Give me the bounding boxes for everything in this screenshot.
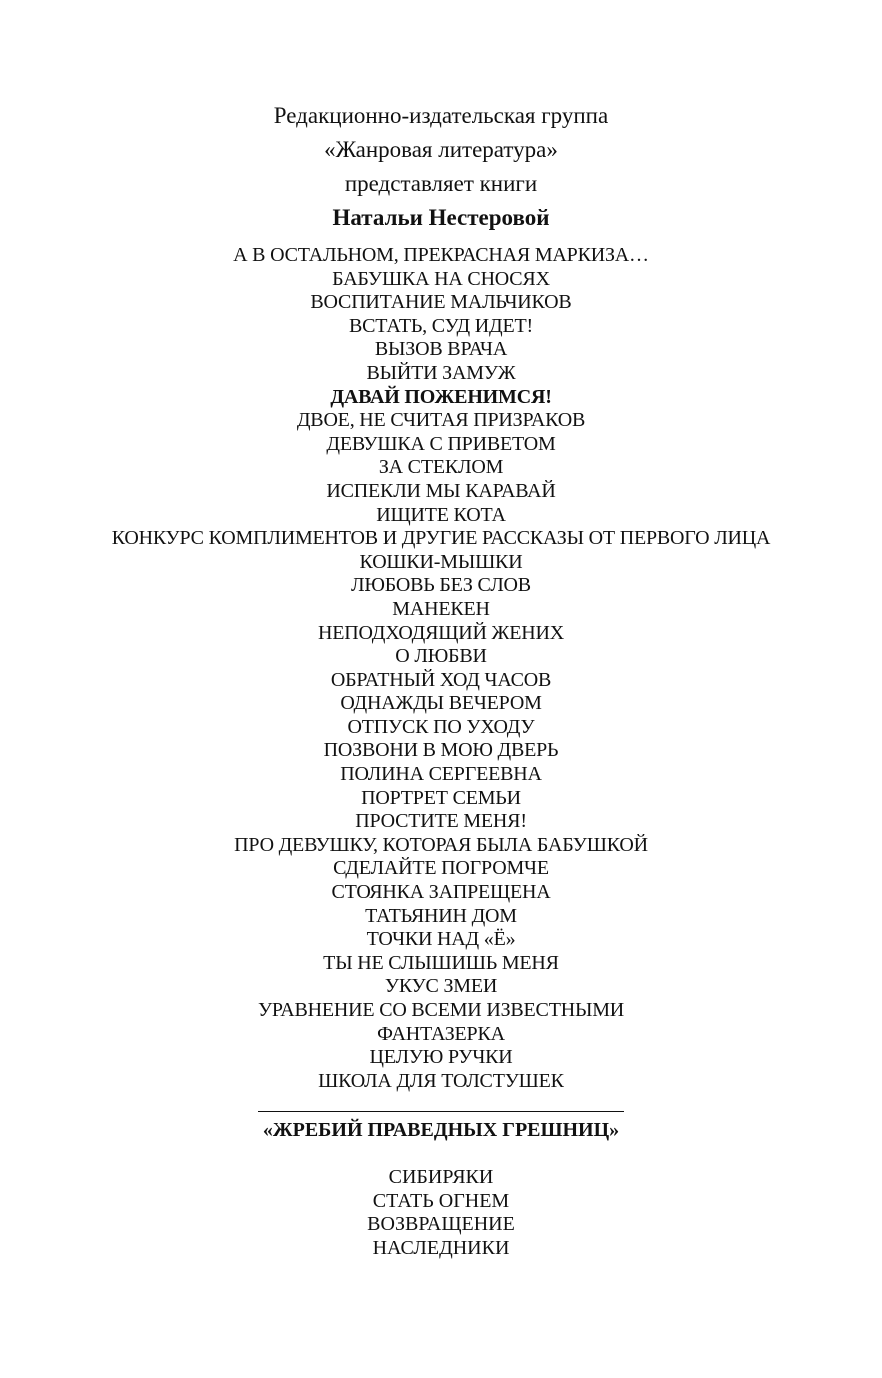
series-book-title: СИБИРЯКИ <box>388 1166 494 1188</box>
book-title: ПРО ДЕВУШКУ, КОТОРАЯ БЫЛА БАБУШКОЙ <box>234 833 648 856</box>
series-titles-list <box>0 1166 882 1260</box>
series-book-title: ВОЗВРАЩЕНИЕ <box>367 1213 515 1236</box>
book-title: ВЫЙТИ ЗАМУЖ <box>366 361 516 384</box>
book-title: КОШКИ-МЫШКИ <box>359 550 523 573</box>
series-heading: «ЖРЕБИЙ ПРАВЕДНЫХ ГРЕШНИЦ» <box>262 1119 620 1141</box>
book-title: БАБУШКА НА СНОСЯХ <box>332 267 550 290</box>
book-title: ТАТЬЯНИН ДОМ <box>365 904 517 927</box>
book-title: А В ОСТАЛЬНОМ, ПРЕКРАСНАЯ МАРКИЗА… <box>233 244 649 266</box>
book-title: ИСПЕКЛИ МЫ КАРАВАЙ <box>326 479 556 502</box>
book-title: ШКОЛА ДЛЯ ТОЛСТУШЕК <box>318 1069 564 1092</box>
presents-line: представляет книги <box>344 171 538 196</box>
book-title: ОБРАТНЫЙ ХОД ЧАСОВ <box>330 668 552 691</box>
book-title: КОНКУРС КОМПЛИМЕНТОВ И ДРУГИЕ РАССКАЗЫ ОТ ПЕРВОГО ЛИЦА <box>111 527 771 550</box>
book-title: ФАНТАЗЕРКА <box>377 1022 505 1045</box>
book-title: ТЫ НЕ СЛЫШИШЬ МЕНЯ <box>323 951 559 974</box>
book-title: ДЕВУШКА С ПРИВЕТОМ <box>326 432 556 455</box>
book-title: ЛЮБОВЬ БЕЗ СЛОВ <box>351 574 531 597</box>
book-title: МАНЕКЕН <box>392 597 490 620</box>
publisher-name: Редакционно-издательская группа <box>273 103 609 128</box>
book-title: ДВОЕ, НЕ СЧИТАЯ ПРИЗРАКОВ <box>296 409 586 432</box>
book-title: ПОЗВОНИ В МОЮ ДВЕРЬ <box>323 739 559 762</box>
book-title: ЗА СТЕКЛОМ <box>378 456 504 479</box>
book-title: ИЩИТЕ КОТА <box>376 503 506 526</box>
book-title: ДАВАЙ ПОЖЕНИМСЯ! <box>330 385 552 408</box>
series-book-title: СТАТЬ ОГНЕМ <box>372 1189 510 1212</box>
book-title: ОТПУСК ПО УХОДУ <box>347 715 535 738</box>
book-title: ПОРТРЕТ СЕМЬИ <box>361 786 521 809</box>
book-title: ПРОСТИТЕ МЕНЯ! <box>355 810 527 833</box>
book-titles-list <box>0 244 882 1093</box>
book-title: ОДНАЖДЫ ВЕЧЕРОМ <box>340 692 542 715</box>
book-title: УКУС ЗМЕИ <box>384 975 498 998</box>
book-title: ВСТАТЬ, СУД ИДЕТ! <box>349 314 533 337</box>
publisher-header <box>0 99 882 235</box>
book-title: СТОЯНКА ЗАПРЕЩЕНА <box>331 881 551 904</box>
book-title: ВОСПИТАНИЕ МАЛЬЧИКОВ <box>310 291 572 314</box>
book-title: О ЛЮБВИ <box>395 645 487 668</box>
book-title: ТОЧКИ НАД «Ё» <box>366 928 516 951</box>
book-title: НЕПОДХОДЯЩИЙ ЖЕНИХ <box>318 621 564 644</box>
book-title: УРАВНЕНИЕ СО ВСЕМИ ИЗВЕСТНЫМИ <box>257 999 625 1021</box>
book-title: ПОЛИНА СЕРГЕЕВНА <box>340 763 542 786</box>
book-title: ВЫЗОВ ВРАЧА <box>374 338 508 361</box>
author-name: Натальи Нестеровой <box>332 205 550 230</box>
book-title: СДЕЛАЙТЕ ПОГРОМЧЕ <box>333 857 549 880</box>
book-title: ЦЕЛУЮ РУЧКИ <box>369 1046 513 1069</box>
imprint-name: «Жанровая литература» <box>324 137 558 162</box>
series-book-title: НАСЛЕДНИКИ <box>372 1236 510 1259</box>
series-divider <box>258 1111 624 1112</box>
